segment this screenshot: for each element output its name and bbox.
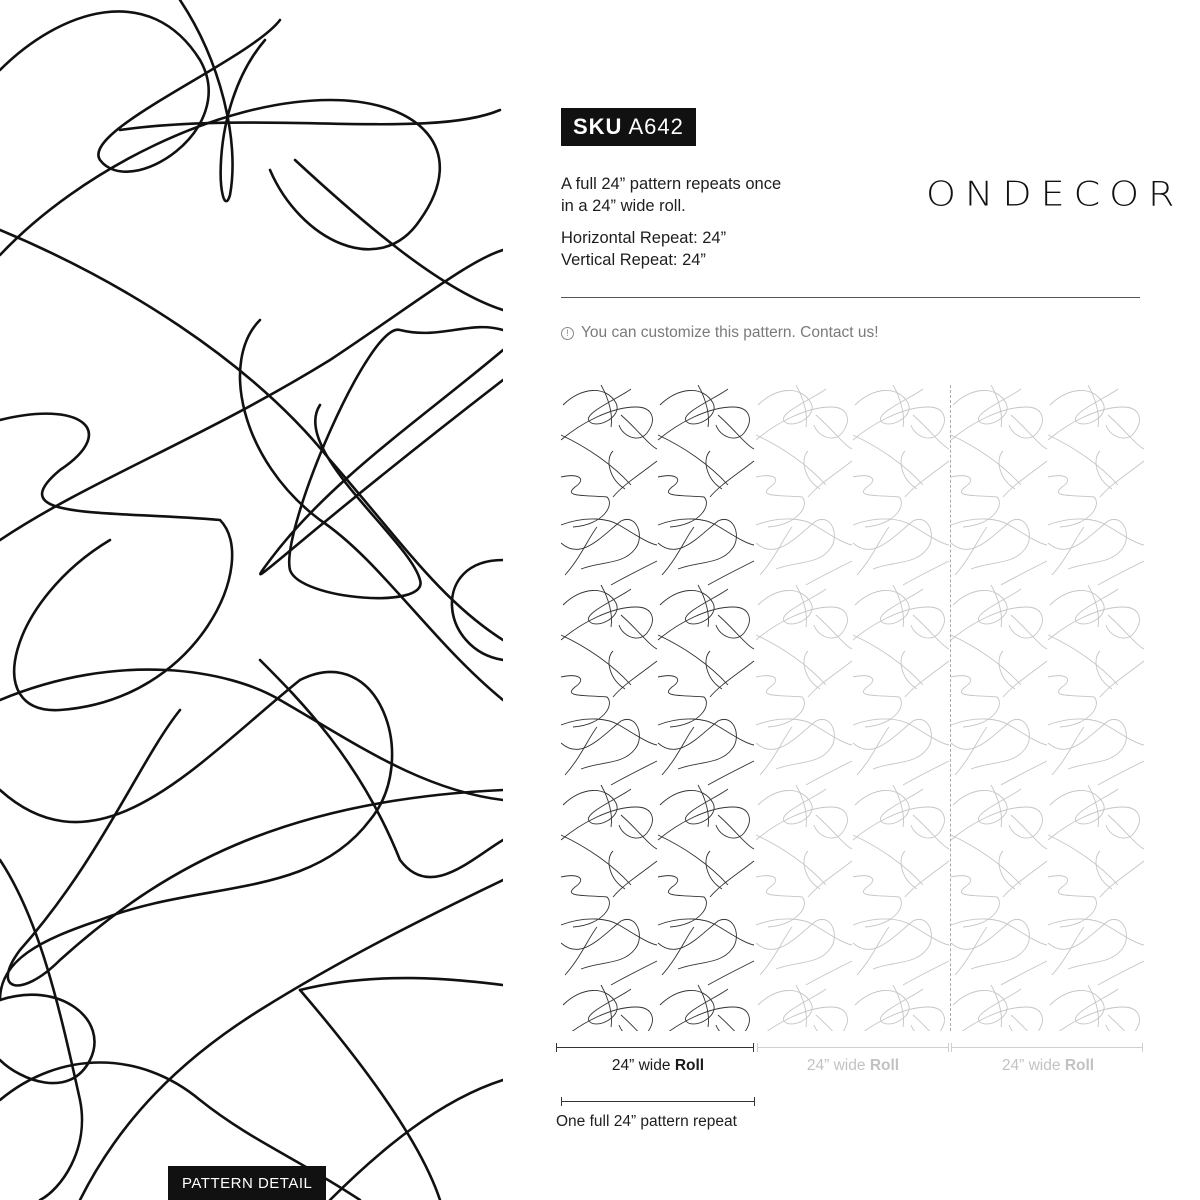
pattern-repeat-measure [561,1097,755,1107]
roll-preview-3 [951,385,1145,1031]
repeat-dimensions [561,227,726,271]
roll-pattern-texture [756,385,950,1031]
roll-label-2: 24” wide Roll [806,1057,900,1074]
brand-logo: ONDECOR [926,174,1184,214]
roll-pattern-texture [561,385,755,1031]
roll-width-measure-2 [757,1043,949,1053]
sku-code: A642 [628,114,684,139]
info-icon: ! [561,327,574,340]
customize-note[interactable] [561,324,879,342]
pattern-repeat-caption: One full 24” pattern repeat [556,1113,737,1130]
customize-note-text: You can customize this pattern. Contact us! [581,324,879,341]
sku-badge [561,108,696,146]
roll-seam-line [950,385,951,1031]
description-line-2: in a 24” wide roll. [561,197,686,215]
roll-preview-1 [561,385,755,1031]
roll-pattern-texture [951,385,1145,1031]
roll-width-measure-3 [951,1043,1143,1053]
roll-label-1: 24” wide Roll [611,1057,705,1074]
repeat-description [561,173,781,217]
description-line-1: A full 24” pattern repeats once [561,175,782,193]
roll-preview-2 [756,385,950,1031]
divider [561,297,1140,298]
roll-label-3: 24” wide Roll [1001,1057,1095,1074]
horizontal-repeat: Horizontal Repeat: 24” [561,229,727,247]
vertical-repeat: Vertical Repeat: 24” [561,251,706,269]
pattern-detail-image [0,0,503,1200]
pattern-detail-label: PATTERN DETAIL [168,1166,326,1200]
sku-prefix: SKU [573,114,623,139]
roll-width-measure-1 [556,1043,754,1053]
